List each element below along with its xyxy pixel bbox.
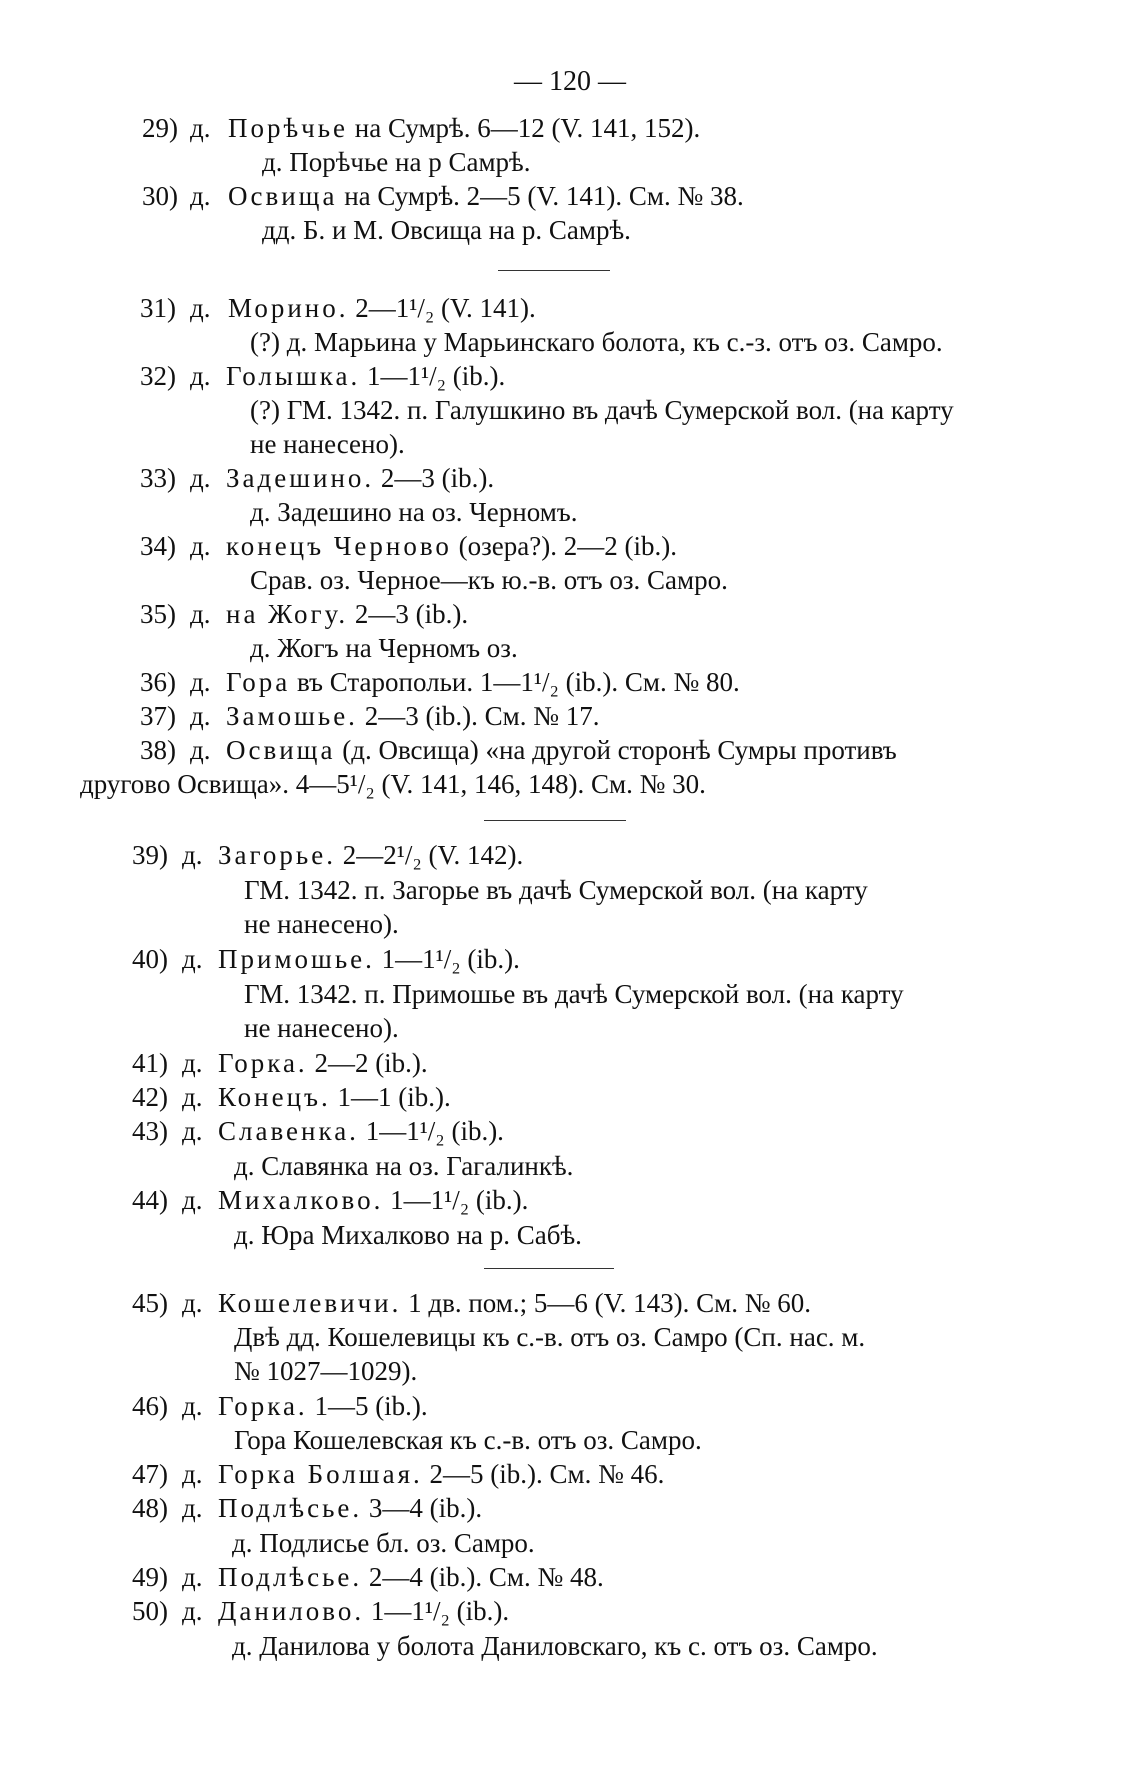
entry-kind: д. xyxy=(190,531,211,561)
entry-note: Двѣ дд. Кошелевицы къ с.-в. отъ оз. Самро (Сп. нас. м. xyxy=(234,1322,866,1352)
entry-kind: д. xyxy=(182,1185,203,1215)
entry-note: ГМ. 1342. п. Загорье въ дачѣ Сумерской вол. (на карту xyxy=(244,875,868,905)
entry-kind: д. xyxy=(190,701,211,731)
entry-details: (д. Овсища) «на другой сторонѣ Сумры противъ xyxy=(335,735,897,765)
entry-note: друговo Освища». 4—5¹/₂ (V. 141, 146, 148). См. № 30. xyxy=(80,769,706,799)
entry-details: 2—2¹/₂ (V. 142). xyxy=(335,840,524,870)
entry-note: д. Юра Михалково на р. Сабѣ. xyxy=(234,1220,582,1250)
entry-details: (озера?). 2—2 (ib.). xyxy=(451,531,677,561)
entry-note: не нанесено). xyxy=(244,1013,399,1043)
entry-name: Славенка. xyxy=(218,1116,359,1146)
entry-kind: д. xyxy=(190,113,211,143)
entry-details: 1—5 (ib.). xyxy=(307,1391,428,1421)
entry-kind: д. xyxy=(182,1082,203,1112)
entry-number: 43) xyxy=(132,1116,168,1146)
entry-note: (?) д. Марьина у Марьинскаго болота, къ с.-з. отъ оз. Самро. xyxy=(250,327,943,357)
entry-kind: д. xyxy=(182,1116,203,1146)
entry-kind: д. xyxy=(190,599,211,629)
entry-details: 1—1¹/₂ (ib.). xyxy=(383,1185,529,1215)
entry-note: д. Задешино на оз. Черномъ. xyxy=(250,497,578,527)
entry-kind: д. xyxy=(190,735,211,765)
entry-number: 34) xyxy=(140,531,176,561)
entry-details: 1—1 (ib.). xyxy=(330,1082,451,1112)
entry-number: 49) xyxy=(132,1562,168,1592)
entry-name: Морино. xyxy=(228,293,349,323)
entry-kind: д. xyxy=(190,293,211,323)
entry-name: конецъ Черново xyxy=(226,531,452,561)
entry-details: 1—1¹/₂ (ib.). xyxy=(360,361,506,391)
entry-details: 1—1¹/₂ (ib.). xyxy=(358,1116,504,1146)
entry-name: Конецъ. xyxy=(218,1082,331,1112)
entry-number: 33) xyxy=(140,463,176,493)
entry-name: Освища xyxy=(228,181,338,211)
entry-details: 2—3 (ib.). См. № 17. xyxy=(357,701,600,731)
entry-note: дд. Б. и М. Овсища на р. Самрѣ. xyxy=(262,215,631,245)
entry-details: на Сумрѣ. 2—5 (V. 141). См. № 38. xyxy=(337,181,744,211)
entry-note: Гора Кошелевская къ с.-в. отъ оз. Самро. xyxy=(234,1425,702,1455)
entry-kind: д. xyxy=(182,1493,203,1523)
entry-number: 41) xyxy=(132,1048,168,1078)
entry-name: Горка. xyxy=(218,1048,308,1078)
entry-name: Порѣчье xyxy=(228,113,349,143)
entry-details: 2—3 (ib.). xyxy=(374,463,495,493)
entry-kind: д. xyxy=(182,1562,203,1592)
entry-number: 50) xyxy=(132,1596,168,1626)
entry-number: 38) xyxy=(140,735,176,765)
entry-details: на Сумрѣ. 6—12 (V. 141, 152). xyxy=(348,113,701,143)
entry-number: 36) xyxy=(140,667,176,697)
entry-kind: д. xyxy=(190,667,211,697)
entry-kind: д. xyxy=(182,1459,203,1489)
entry-note: Срав. оз. Черное—къ ю.-в. отъ оз. Самро. xyxy=(250,565,728,595)
entry-note: не нанесено). xyxy=(244,909,399,939)
entry-number: 29) xyxy=(142,113,178,143)
entry-details: 2—1¹/₂ (V. 141). xyxy=(348,293,536,323)
entry-number: 30) xyxy=(142,181,178,211)
entry-kind: д. xyxy=(190,181,211,211)
entry-name: Горка. xyxy=(218,1391,308,1421)
entry-details: 3—4 (ib.). xyxy=(362,1493,483,1523)
entry-kind: д. xyxy=(190,361,211,391)
entry-name: Задешино. xyxy=(226,463,375,493)
entry-name: Горка Болшая. xyxy=(218,1459,423,1489)
entry-details: 2—3 (ib.). xyxy=(348,599,469,629)
entry-details: 1 дв. пом.; 5—6 (V. 143). См. № 60. xyxy=(401,1288,811,1318)
entry-details: 2—5 (ib.). См. № 46. xyxy=(422,1459,665,1489)
entry-details: 1—1¹/₂ (ib.). xyxy=(364,1596,510,1626)
entry-note: д. Жогъ на Черномъ оз. xyxy=(250,633,518,663)
entry-note: (?) ГМ. 1342. п. Галушкино въ дачѣ Сумерской вол. (на карту xyxy=(250,395,954,425)
entry-name: Подлѣсье. xyxy=(218,1562,363,1592)
entry-kind: д. xyxy=(182,1048,203,1078)
entry-number: 42) xyxy=(132,1082,168,1112)
entry-details: 1—1¹/₂ (ib.). xyxy=(374,944,520,974)
entry-name: Кошелевичи. xyxy=(218,1288,402,1318)
section-separator xyxy=(498,270,610,271)
entry-details: 2—4 (ib.). См. № 48. xyxy=(362,1562,604,1592)
entry-name: Примошье. xyxy=(218,944,375,974)
entry-note: ГМ. 1342. п. Примошье въ дачѣ Сумерской вол. (на карту xyxy=(244,979,904,1009)
entry-kind: д. xyxy=(190,463,211,493)
entry-note: д. Порѣчье на р Самрѣ. xyxy=(262,147,531,177)
entry-name: Михалково. xyxy=(218,1185,384,1215)
entry-kind: д. xyxy=(182,1288,203,1318)
section-separator xyxy=(484,1268,614,1269)
entry-number: 39) xyxy=(132,840,168,870)
entry-note: д. Подлисье бл. оз. Самро. xyxy=(232,1528,535,1558)
entry-kind: д. xyxy=(182,840,203,870)
entry-note: д. Данилова у болота Даниловскаго, къ с. отъ оз. Самро. xyxy=(232,1631,878,1661)
entry-details: въ Старопольи. 1—1¹/₂ (ib.). См. № 80. xyxy=(290,667,740,697)
entry-number: 44) xyxy=(132,1185,168,1215)
entry-number: 48) xyxy=(132,1493,168,1523)
entry-note: д. Славянка на оз. Гагалинкѣ. xyxy=(234,1151,574,1181)
entry-note: не нанесено). xyxy=(250,429,405,459)
entry-number: 47) xyxy=(132,1459,168,1489)
entry-number: 31) xyxy=(140,293,176,323)
entry-name: Загорье. xyxy=(218,840,336,870)
entry-name: Данилово. xyxy=(218,1596,365,1626)
entry-kind: д. xyxy=(182,1596,203,1626)
entry-name: Замошье. xyxy=(226,701,358,731)
entry-number: 45) xyxy=(132,1288,168,1318)
entry-name: Подлѣсье. xyxy=(218,1493,363,1523)
entry-kind: д. xyxy=(182,1391,203,1421)
entry-number: 35) xyxy=(140,599,176,629)
entry-number: 40) xyxy=(132,944,168,974)
entry-name: на Жогу. xyxy=(226,599,349,629)
section-separator xyxy=(484,820,626,821)
entry-number: 37) xyxy=(140,701,176,731)
entry-name: Голышка. xyxy=(226,361,361,391)
entry-number: 46) xyxy=(132,1391,168,1421)
entry-kind: д. xyxy=(182,944,203,974)
entry-note: № 1027—1029). xyxy=(234,1356,418,1386)
entry-name: Освища xyxy=(226,735,336,765)
entry-name: Гора xyxy=(226,667,291,697)
entry-number: 32) xyxy=(140,361,176,391)
page-number: — 120 — xyxy=(514,66,626,97)
entry-details: 2—2 (ib.). xyxy=(307,1048,428,1078)
